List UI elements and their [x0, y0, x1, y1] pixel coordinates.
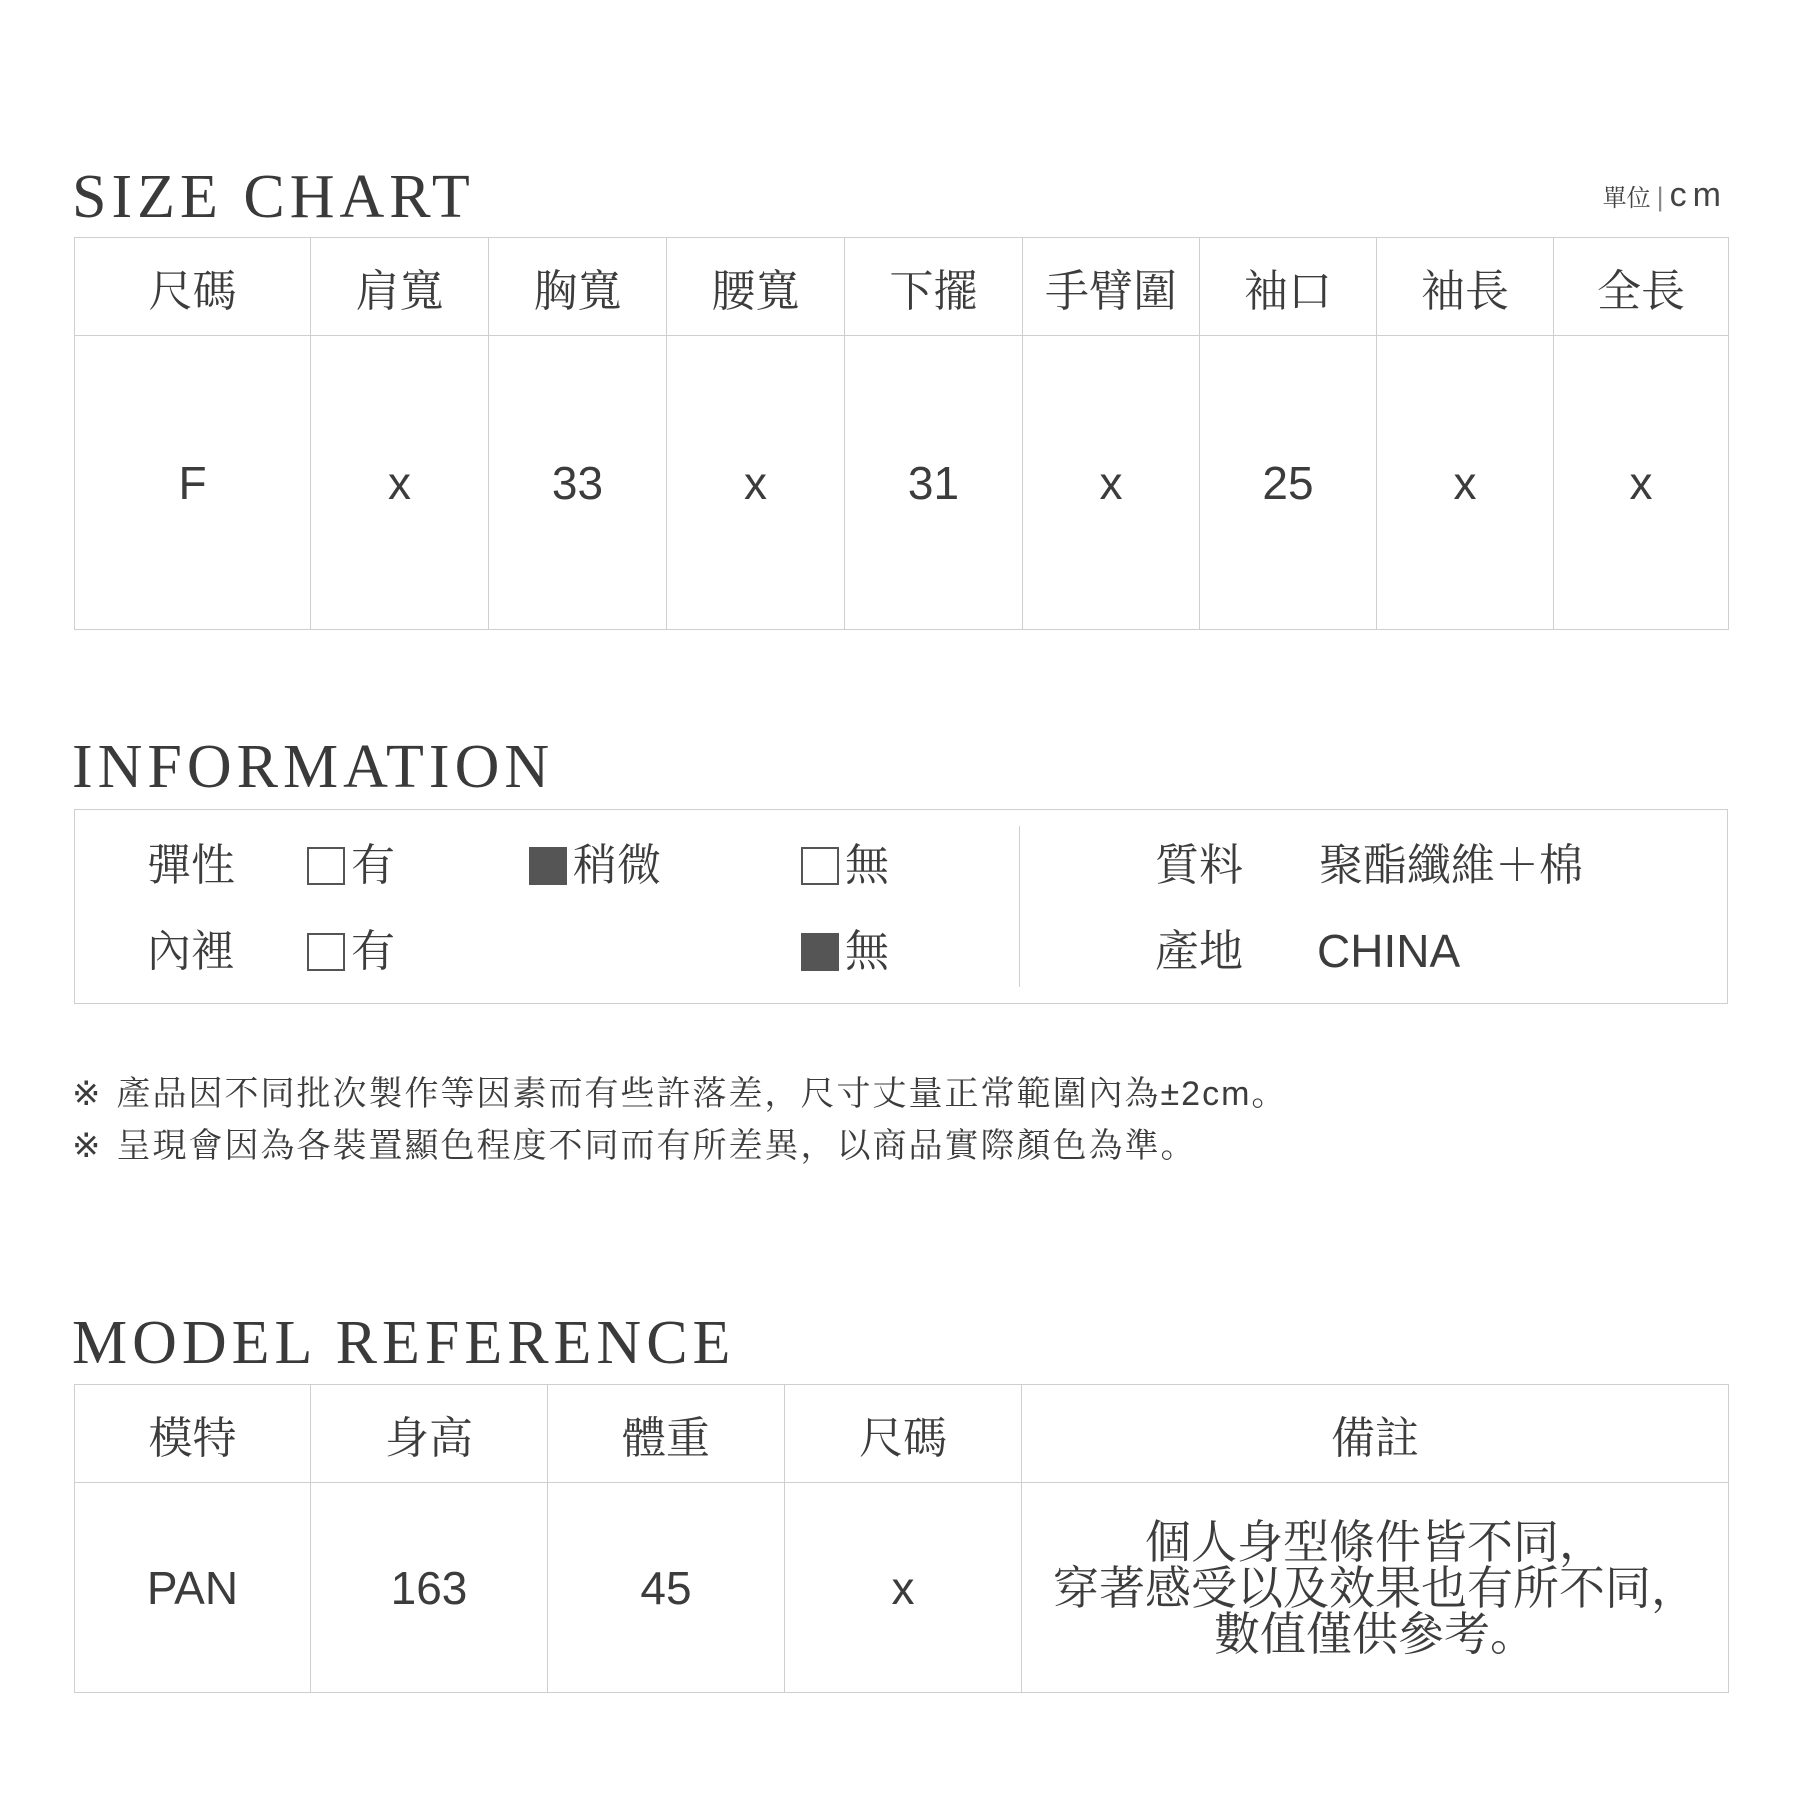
note-mark: ※: [72, 1127, 103, 1165]
header-cell-remarks: 備註: [1022, 1385, 1729, 1483]
cell-cuff: 25: [1200, 336, 1377, 630]
checkbox-unchecked-icon: [307, 847, 345, 885]
header-cell-height: 身高: [311, 1385, 548, 1483]
elasticity-option-slight: [529, 841, 661, 890]
note-mark: ※: [72, 1075, 103, 1113]
cell-waist: x: [667, 336, 845, 630]
header-cell-waist: 腰寬: [667, 238, 845, 336]
unit-label: 單位: [1602, 185, 1651, 212]
lining-label: 內裡: [147, 927, 235, 976]
unit-separator: |: [1656, 182, 1664, 212]
lining-option-none: [801, 927, 889, 976]
header-cell-length: 全長: [1554, 238, 1729, 336]
remark-line: 穿著感受以及效果也有所不同，: [1053, 1561, 1697, 1614]
lining-option-yes: [307, 927, 395, 976]
cell-chest: 33: [489, 336, 667, 630]
material-value: 聚酯纖維＋棉: [1319, 841, 1583, 890]
model-reference-title: MODEL REFERENCE: [72, 1309, 736, 1377]
notes: [72, 1068, 1287, 1172]
header-cell-model: 模特: [75, 1385, 311, 1483]
remark-line: 數值僅供參考。: [1214, 1607, 1536, 1660]
model-header-row: [75, 1385, 1729, 1483]
information-title: INFORMATION: [72, 733, 555, 801]
header-cell-chest: 胸寬: [489, 238, 667, 336]
cell-arm: x: [1023, 336, 1200, 630]
remark-line: 個人身型條件皆不同，: [1145, 1515, 1605, 1568]
header-cell-arm: 手臂圍: [1023, 238, 1200, 336]
model-reference-table: [74, 1384, 1729, 1693]
note-line: [72, 1068, 1287, 1120]
elasticity-option-none: [801, 841, 889, 890]
size-chart-header-row: [75, 238, 1729, 336]
header-cell-size: 尺碼: [785, 1385, 1022, 1483]
origin-label: 產地: [1155, 927, 1243, 976]
header-cell-hem: 下擺: [845, 238, 1023, 336]
cell-weight: 45: [548, 1483, 785, 1693]
cell-length: x: [1554, 336, 1729, 630]
option-label: 無: [845, 927, 889, 976]
origin-value: CHINA: [1317, 925, 1461, 977]
cell-sleeve: x: [1377, 336, 1554, 630]
note-text: 呈現會因為各裝置顯色程度不同而有所差異，以商品實際顏色為準。: [116, 1127, 1197, 1165]
option-label: 無: [845, 841, 889, 890]
header-cell-weight: 體重: [548, 1385, 785, 1483]
header-cell-cuff: 袖口: [1200, 238, 1377, 336]
option-label: 稍微: [573, 841, 661, 890]
unit-indicator: [1603, 176, 1727, 215]
cell-hem: 31: [845, 336, 1023, 630]
checkbox-checked-icon: [801, 933, 839, 971]
size-chart-table: [74, 237, 1729, 630]
cell-height: 163: [311, 1483, 548, 1693]
elasticity-option-yes: [307, 841, 395, 890]
option-label: 有: [351, 841, 395, 890]
header-cell-size: 尺碼: [75, 238, 311, 336]
unit-value: cm: [1669, 176, 1727, 214]
checkbox-checked-icon: [529, 847, 567, 885]
material-label: 質料: [1155, 841, 1243, 890]
checkbox-unchecked-icon: [801, 847, 839, 885]
size-chart-title: SIZE CHART: [72, 163, 475, 231]
cell-size: F: [75, 336, 311, 630]
information-box: [74, 809, 1728, 1004]
info-divider: [1019, 826, 1020, 987]
note-line: [72, 1120, 1287, 1172]
checkbox-unchecked-icon: [307, 933, 345, 971]
elasticity-label: 彈性: [147, 841, 235, 890]
cell-size: x: [785, 1483, 1022, 1693]
cell-shoulder: x: [311, 336, 489, 630]
note-text: 產品因不同批次製作等因素而有些許落差，尺寸丈量正常範圍內為±2cm。: [116, 1075, 1288, 1113]
table-row: [75, 336, 1729, 630]
header-cell-sleeve: 袖長: [1377, 238, 1554, 336]
table-row: [75, 1483, 1729, 1693]
header-cell-shoulder: 肩寬: [311, 238, 489, 336]
cell-remarks: [1022, 1483, 1729, 1693]
cell-model: PAN: [75, 1483, 311, 1693]
option-label: 有: [351, 927, 395, 976]
